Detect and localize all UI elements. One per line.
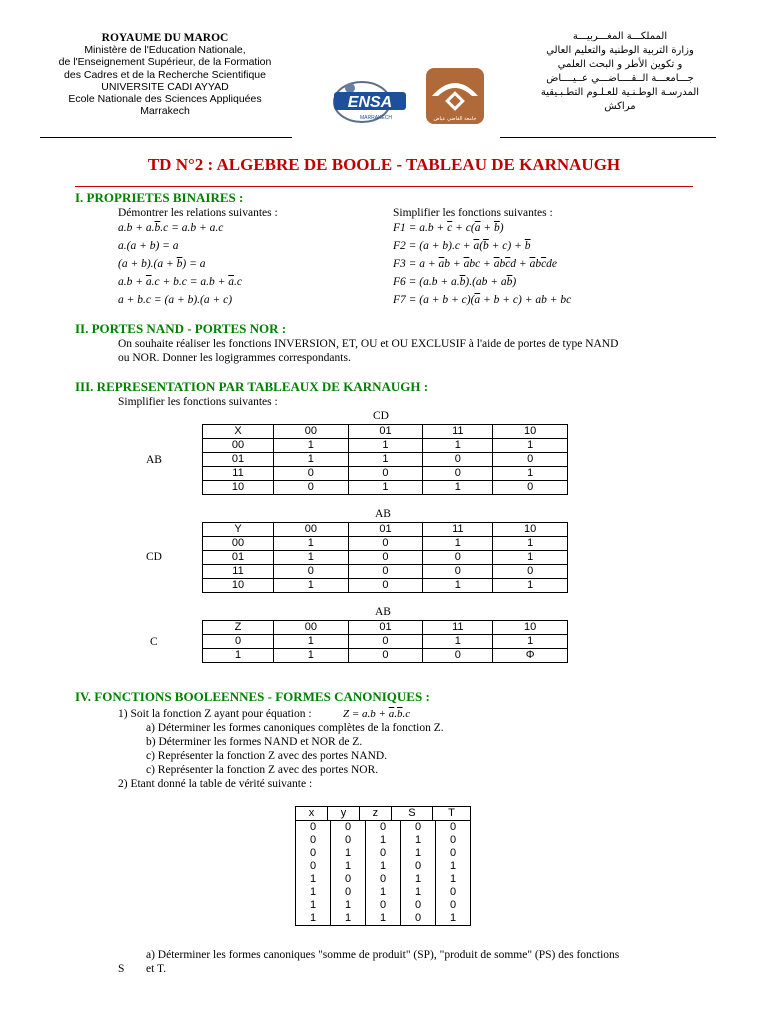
truth-row: [296, 912, 471, 926]
kmap-cell: 0: [423, 551, 493, 565]
truth-cell: 0: [331, 886, 366, 899]
kmap-cell: 00: [203, 439, 274, 453]
function-f3: $F3 = a + \overline{a}b + \overline{a}bc + \overline{a}b\overline{c}d + \overline{a}b\overline{c}de$: [393, 258, 558, 270]
qa-text-s: S: [118, 963, 125, 975]
kmap-row: [203, 579, 568, 593]
qa-text-line-2: et T.: [146, 963, 167, 975]
kmap-cell: 0: [493, 565, 568, 579]
kmap-header-row: [203, 425, 568, 439]
truth-cell: 1: [296, 886, 331, 899]
kmap-x-side-var: AB: [146, 454, 162, 466]
truth-cell: 1: [401, 834, 436, 847]
kmap-cell: 0: [348, 635, 423, 649]
kmap-cell: 1: [423, 579, 493, 593]
kmap-row: [203, 439, 568, 453]
truth-row: [296, 821, 471, 834]
header-line: Ecole Nationale des Sciences Appliquées: [68, 93, 262, 106]
header-ar-line: وزارة التربية الوطنية والتعليم العالي: [546, 45, 694, 56]
q1a-text: a) Déterminer les formes canoniques complètes de la fonction Z.: [146, 722, 444, 734]
section-2-text-2: ou NOR. Donner les logigrammes correspondants.: [118, 352, 351, 364]
kmap-cell: 1: [423, 439, 493, 453]
truth-cell: 1: [436, 873, 471, 886]
truth-cell: 1: [366, 834, 401, 847]
kmap-cell: 0: [348, 565, 423, 579]
truth-cell: 0: [436, 821, 471, 834]
kmap-cell: Φ: [493, 649, 568, 663]
kmap-row: [203, 467, 568, 481]
truth-cell: 1: [296, 873, 331, 886]
kmap-cell: 00: [274, 621, 349, 635]
truth-cell: 0: [436, 834, 471, 847]
truth-cell: 0: [366, 847, 401, 860]
truth-cell: 0: [436, 847, 471, 860]
truth-cell: 0: [296, 847, 331, 860]
truth-cell: 0: [401, 821, 436, 834]
page-title: TD N°2 : ALGEBRE DE BOOLE - TABLEAU DE KARNAUGH: [147, 155, 621, 174]
truth-cell: 0: [436, 899, 471, 912]
truth-cell: 0: [331, 821, 366, 834]
kmap-row: [203, 481, 568, 495]
kmap-row: [203, 537, 568, 551]
truth-cell: y: [327, 807, 359, 821]
kmap-cell: X: [203, 425, 274, 439]
truth-cell: 1: [366, 886, 401, 899]
kmap-cell: 11: [423, 523, 493, 537]
relation-1: $a.b + a.\overline{b}.c = a.b + a.c$: [118, 222, 224, 234]
kmap-cell: 1: [493, 551, 568, 565]
kmap-cell: 10: [203, 481, 274, 495]
truth-cell: 1: [296, 912, 331, 926]
function-f6: $F6 = (a.b + a.\overline{b}).(ab + a\overline{b})$: [393, 276, 517, 288]
kmap-cell: 01: [203, 551, 274, 565]
function-f1: $F1 = a.b + \overline{c} + c(\overline{a} + \overline{b})$: [393, 222, 504, 234]
q1-text: 1) Soit la fonction Z ayant pour équation :: [118, 708, 312, 720]
header-left-rule: [40, 137, 292, 138]
kmap-cell: 10: [203, 579, 274, 593]
ensa-logo: [330, 78, 408, 126]
q1b-text: b) Déterminer les formes NAND et NOR de Z.: [146, 736, 363, 748]
truth-cell: 0: [401, 912, 436, 926]
kmap-cell: 11: [203, 565, 274, 579]
function-f7: $F7 = (a + b + c)(\overline{a} + b + c)$ + ab + bc: [393, 294, 572, 306]
section-1-right-intro: Simplifier les fonctions suivantes :: [393, 207, 553, 219]
kmap-row: [203, 565, 568, 579]
kmap-cell: 01: [348, 425, 423, 439]
university-logo: [424, 66, 486, 126]
kmap-x-table: [202, 424, 568, 495]
truth-cell: 1: [401, 847, 436, 860]
relation-2: a.(a + b) = a: [118, 240, 179, 252]
kmap-cell: 0: [348, 537, 423, 551]
kmap-cell: 1: [274, 649, 349, 663]
kmap-cell: 1: [493, 537, 568, 551]
kmap-cell: 0: [423, 649, 493, 663]
kmap-cell: 01: [348, 621, 423, 635]
header-line: UNIVERSITE CADI AYYAD: [101, 80, 229, 93]
q1-equation: $Z = a.b + \overline{a}.\overline{b}.c$: [343, 708, 411, 720]
truth-cell: 1: [436, 912, 471, 926]
header-ar-line: المملكـــة المغـــربيـــة: [572, 31, 668, 42]
kmap-cell: 0: [348, 579, 423, 593]
truth-cell: 1: [331, 860, 366, 873]
kmap-cell: 11: [423, 621, 493, 635]
section-1-left-intro: Démontrer les relations suivantes :: [118, 207, 278, 219]
kingdom-label: ROYAUME DU MAROC: [101, 32, 229, 44]
kmap-row: [203, 551, 568, 565]
kmap-cell: 1: [203, 649, 274, 663]
header-arabic: [500, 30, 740, 114]
truth-cell: 1: [401, 886, 436, 899]
header-line: de l'Enseignement Supérieur, de la Formation: [58, 56, 272, 69]
truth-cell: 0: [331, 834, 366, 847]
kmap-row: [203, 649, 568, 663]
truth-cell: 0: [401, 860, 436, 873]
truth-cell: z: [359, 807, 391, 821]
title-underline: [75, 186, 693, 187]
kmap-cell: 1: [274, 635, 349, 649]
header-right-rule: [500, 137, 716, 138]
kmap-header-row: [203, 523, 568, 537]
kmap-cell: 1: [348, 439, 423, 453]
truth-row: [296, 860, 471, 873]
kmap-row: [203, 635, 568, 649]
section-1-heading: I. PROPRIETES BINAIRES :: [75, 190, 244, 205]
truth-cell: 0: [296, 834, 331, 847]
kmap-cell: 0: [493, 481, 568, 495]
truth-row: [296, 873, 471, 886]
kmap-cell: 0: [274, 565, 349, 579]
kmap-z-top-var: AB: [375, 606, 391, 618]
truth-cell: 0: [436, 886, 471, 899]
kmap-cell: 1: [423, 537, 493, 551]
kmap-cell: 0: [493, 453, 568, 467]
kmap-cell: 10: [493, 425, 568, 439]
kmap-cell: 0: [423, 453, 493, 467]
truth-cell: x: [296, 807, 328, 821]
kmap-cell: 1: [423, 481, 493, 495]
relation-4: $a.b + \overline{a}.c + b.c = a.b + \overline{a}.c$: [118, 276, 242, 288]
kmap-cell: Z: [203, 621, 274, 635]
header-line: Marrakech: [140, 105, 190, 118]
kmap-cell: 0: [348, 551, 423, 565]
kmap-cell: 0: [348, 467, 423, 481]
kmap-cell: 00: [274, 425, 349, 439]
kmap-cell: 00: [203, 537, 274, 551]
kmap-cell: 00: [274, 523, 349, 537]
kmap-y-table: [202, 522, 568, 593]
kmap-cell: 0: [423, 467, 493, 481]
header-ar-line: المدرسـة الوطـنـية للعـلـوم التطـبـيقية: [540, 87, 700, 98]
truth-row: [296, 899, 471, 912]
kmap-header-row: [203, 621, 568, 635]
truth-cell: 0: [401, 899, 436, 912]
truth-cell: 0: [366, 899, 401, 912]
header-ar-line: مراكش: [604, 101, 636, 112]
q1c-text: c) Représenter la fonction Z avec des portes NAND.: [146, 750, 388, 762]
kmap-cell: 0: [203, 635, 274, 649]
relation-3: $(a + b).(a + \overline{b}) = a$: [118, 258, 206, 270]
truth-cell: 0: [366, 821, 401, 834]
truth-cell: 0: [296, 860, 331, 873]
relation-5: a + b.c = (a + b).(a + c): [118, 294, 233, 306]
q1d-text: c) Représenter la fonction Z avec des portes NOR.: [146, 764, 379, 776]
kmap-cell: 0: [348, 649, 423, 663]
truth-row: [296, 886, 471, 899]
truth-cell: 1: [331, 912, 366, 926]
kmap-cell: 10: [493, 523, 568, 537]
truth-cell: 1: [366, 912, 401, 926]
kmap-cell: 1: [493, 579, 568, 593]
kmap-cell: 1: [274, 453, 349, 467]
kmap-cell: 1: [274, 439, 349, 453]
truth-cell: 0: [296, 821, 331, 834]
truth-cell: T: [432, 807, 470, 821]
section-2-text-1: On souhaite réaliser les fonctions INVERSION, ET, OU et OU EXCLUSIF à l'aide de portes de type NAND: [118, 338, 619, 350]
kmap-cell: 1: [274, 537, 349, 551]
kmap-y-top-var: AB: [375, 508, 391, 520]
kmap-z-table: [202, 620, 568, 663]
truth-cell: 0: [331, 873, 366, 886]
kmap-cell: 11: [203, 467, 274, 481]
kmap-cell: 11: [423, 425, 493, 439]
section-3-heading: III. REPRESENTATION PAR TABLEAUX DE KARNAUGH :: [75, 379, 429, 394]
truth-cell: 1: [436, 860, 471, 873]
kmap-cell: Y: [203, 523, 274, 537]
kmap-cell: 0: [274, 467, 349, 481]
header-ar-line: جـــامعـــة الــقــــاضـــي عــيــــاض: [546, 73, 694, 84]
kmap-row: [203, 453, 568, 467]
q2-text: 2) Etant donné la table de vérité suivante :: [118, 778, 313, 790]
header-french: [40, 32, 290, 117]
kmap-cell: 1: [493, 635, 568, 649]
kmap-z-side-var: C: [150, 636, 158, 648]
kmap-cell: 1: [493, 467, 568, 481]
truth-row: [296, 834, 471, 847]
kmap-cell: 0: [274, 481, 349, 495]
truth-row: [296, 847, 471, 860]
ensa-text: ENSA: [347, 94, 393, 111]
kmap-cell: 0: [423, 565, 493, 579]
truth-table: [295, 806, 471, 821]
ensa-subtext: MARRAKECH: [360, 115, 392, 121]
function-f2: $F2 = (a + b).c + \overline{a}(\overline{b} + c) + \overline{b}$: [393, 240, 531, 252]
kmap-cell: 1: [423, 635, 493, 649]
university-caption: جامعة القاضي عياض: [433, 116, 477, 122]
truth-cell: 1: [401, 873, 436, 886]
header-line: des Cadres et de la Recherche Scientifique: [64, 68, 266, 81]
header-ar-line: و تكوين الأطر و البحث العلمي: [557, 59, 683, 70]
kmap-cell: 01: [203, 453, 274, 467]
truth-cell: 1: [331, 899, 366, 912]
truth-table-body: [295, 821, 471, 926]
kmap-cell: 01: [348, 523, 423, 537]
kmap-cell: 1: [274, 579, 349, 593]
header-line: Ministère de l'Education Nationale,: [84, 44, 246, 57]
qa-text-line-1: a) Déterminer les formes canoniques "somme de produit" (SP), "produit de somme" (PS) des fonctions: [146, 949, 620, 961]
truth-cell: 1: [366, 860, 401, 873]
truth-cell: 1: [331, 847, 366, 860]
kmap-cell: 10: [493, 621, 568, 635]
truth-cell: 1: [296, 899, 331, 912]
kmap-cell: 1: [274, 551, 349, 565]
truth-header-row: [296, 807, 471, 821]
kmap-cell: 1: [348, 481, 423, 495]
kmap-y-side-var: CD: [146, 551, 162, 563]
kmap-cell: 1: [493, 439, 568, 453]
section-4-heading: IV. FONCTIONS BOOLEENNES - FORMES CANONIQUES :: [75, 689, 430, 704]
truth-cell: 0: [366, 873, 401, 886]
section-3-intro: Simplifier les fonctions suivantes :: [118, 396, 278, 408]
truth-cell: S: [391, 807, 432, 821]
kmap-x-top-var: CD: [373, 410, 389, 422]
kmap-cell: 1: [348, 453, 423, 467]
section-2-heading: II. PORTES NAND - PORTES NOR :: [75, 321, 287, 336]
